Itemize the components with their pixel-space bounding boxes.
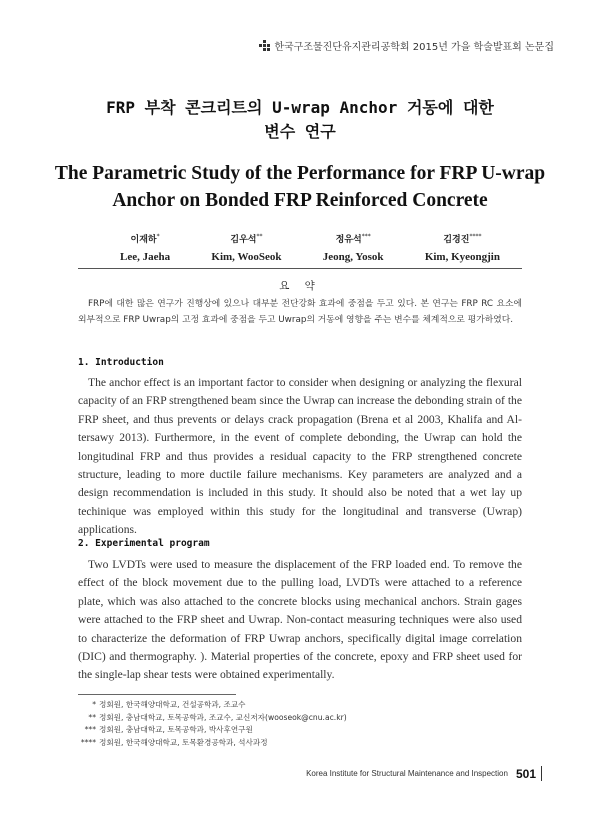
author-mark: * — [156, 233, 160, 240]
author — [425, 228, 500, 266]
footnote-divider — [78, 694, 236, 695]
footnote-text: 정회원, 충남대학교, 토목공학과, 조교수, 교신저자(wooseok@cnu.ac.kr) — [99, 712, 347, 722]
abstract-text: FRP에 대한 많은 연구가 진행상에 있으나 대부분 전단강화 효과에 중점을 두고 있다. 본 연구는 FRP RC 요소에 외부적으로 FRP Uwrap의 고정 효과에 중점을 두고 Uwrap의 거동에 영향을 주는 변수를 체계적으로 평가하였다. — [78, 299, 522, 325]
english-title-line2: Anchor on Bonded FRP Reinforced Concrete — [112, 190, 488, 211]
korean-title-line2: 변수 연구 — [264, 122, 336, 141]
footnote-item — [78, 724, 522, 737]
section-heading-introduction: 1. Introduction — [78, 357, 164, 368]
footnote-text: 정회원, 한국해양대학교, 건설공학과, 조교수 — [99, 700, 246, 709]
author — [323, 228, 384, 266]
footnote-text: 정회원, 한국해양대학교, 토목환경공학과, 석사과정 — [99, 737, 268, 747]
section-heading-experimental: 2. Experimental program — [78, 538, 210, 549]
author — [120, 228, 170, 266]
author-name-en: Jeong, Yosok — [322, 251, 384, 263]
author-name-ko: 정유석 — [335, 235, 362, 245]
author-mark: **** — [469, 233, 482, 240]
author-name-ko: 김우석 — [230, 235, 257, 245]
footnote-item — [78, 712, 522, 725]
proceedings-header — [259, 38, 554, 53]
author-mark: *** — [361, 233, 371, 240]
footnote-item — [78, 699, 522, 712]
author-list — [120, 228, 500, 266]
page-number: 501 — [515, 766, 536, 781]
footnote-mark: **** — [80, 737, 96, 747]
author-mark: ** — [256, 233, 263, 240]
footer-institute: Korea Institute for Structural Maintenance and Inspection — [306, 769, 508, 778]
footer-divider — [541, 766, 542, 781]
author-name-en: Kim, WooSeok — [211, 251, 282, 263]
korean-title-line1: FRP 부착 콘크리트의 U-wrap Anchor 거동에 대한 — [106, 98, 494, 117]
english-title — [0, 160, 600, 214]
footnote-mark: *** — [84, 725, 96, 735]
author-name-en: Lee, Jaeha — [120, 251, 171, 263]
korean-title — [0, 96, 600, 144]
author-name-ko: 김경진 — [443, 235, 470, 245]
author-name-en: Kim, Kyeongjin — [424, 251, 500, 263]
section-body-experimental: Two LVDTs were used to measure the displacement of the FRP loaded end. To remove the effect of the block movement due to the pulling load, LVDTs were attached to a reference plate, which was also attached to the concrete blocks using mechanical anchors. Strain gages were attached to the FRP sheet and Uwrap. Non-contact measuring techniques were also used to characterize the deformation of FRP Uwrap anchors, specifically digital image correlation (DIC) and thermography. ). Material properties of the concrete, epoxy and FRP sheet used for the single-lap shear tests were obtained experimentally. — [78, 558, 522, 682]
footnote-mark: ** — [88, 712, 96, 722]
english-title-line1: The Parametric Study of the Performance for FRP U-wrap — [54, 163, 546, 184]
abstract-title: 요 약 — [279, 280, 321, 292]
footnotes — [78, 699, 522, 749]
footnote-text: 정회원, 충남대학교, 토목공학과, 박사후연구원 — [99, 725, 253, 735]
footnote-item — [78, 737, 522, 750]
author-name-ko: 이재하 — [130, 235, 157, 245]
grid-dots-icon — [259, 40, 270, 51]
page-footer — [306, 766, 542, 781]
section-body-introduction: The anchor effect is an important factor to consider when designing or analyzing the flexural capacity of an FRP strengthened beam since the Uwrap can increase the debonding strain of the FRP sheet, and thus prevents or delays crack propagation (Brena et al 2003, Khalifa and Al-tersawy 2013). Furthermore, in the event of complete debonding, the Uwrap can hold the longitudinal FRP and thus provides a residual capacity to the FRP strengthened concrete structure, leading to more ductile failure mechanisms. Key parameters are analyzed and a design recommendation is included in this study. It should also be noted that a wet lay up techinique was employed within this study for the longitudinal and transverse (Uwrap) applications. — [78, 376, 522, 537]
footnote-mark: * — [92, 700, 96, 709]
proceedings-title: 한국구조물진단유지관리공학회 2015년 가을 학술발표회 논문집 — [274, 42, 554, 53]
author-divider — [78, 268, 522, 269]
author — [211, 228, 281, 266]
